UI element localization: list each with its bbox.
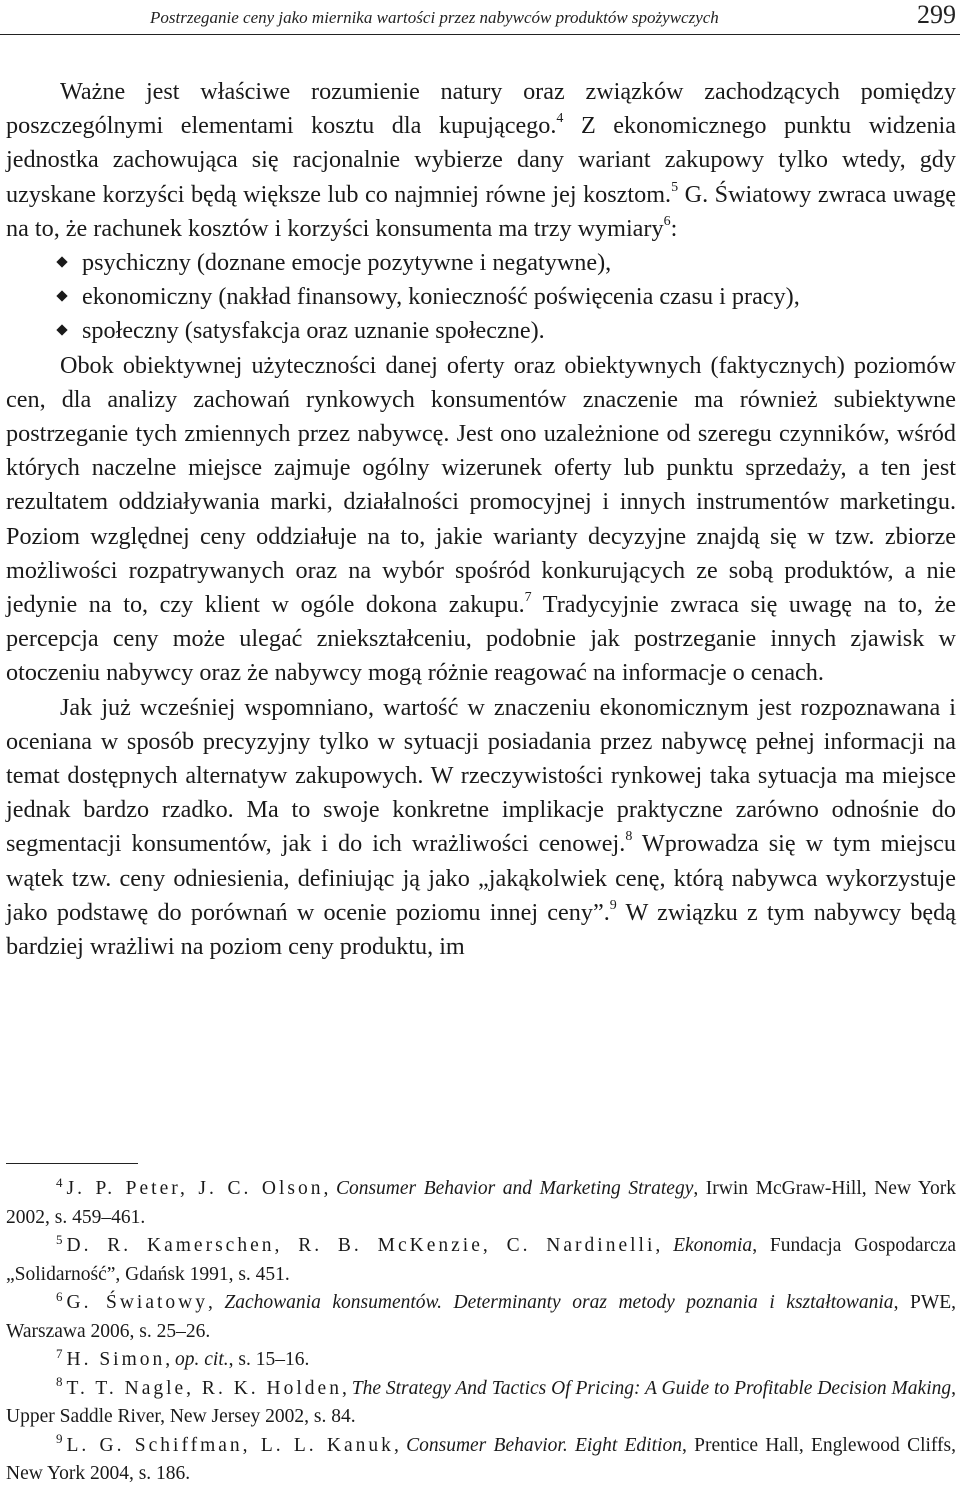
diamond-bullet-icon bbox=[56, 256, 67, 267]
bullet-list bbox=[6, 246, 956, 349]
diamond-bullet-icon bbox=[56, 325, 67, 336]
list-item: społeczny (satysfakcja oraz uznanie społeczne). bbox=[6, 314, 956, 348]
diamond-bullet-icon bbox=[56, 291, 67, 302]
footnote-8: $^8$ T. T. Nagle, R. K. Holden, The Strategy And Tactics Of Pricing: A Guide to Profitable Decision Making, Upper Saddle River, New Jersey 2002, s. 84. bbox=[6, 1374, 956, 1427]
running-head: Postrzeganie ceny jako miernika wartości przez nabywców produktów spożywczych bbox=[150, 8, 719, 27]
paragraph-2: Obok obiektywnej użyteczności danej oferty oraz obiektywnych (faktycznych) poziomów cen, dla analizy zachowań rynkowych konsumentów znaczenie ma również subiektywne postrzeganie tych zmiennych przez nabywcę. Jest ono uzależnione od szeregu czynników, wśród których naczelne miejsce zajmuje ogólny wizerunek oferty lub punktu sprzedaży, a ten jest rezultatem oddziaływania marki, działalności promocyjnej i innych instrumentów marketingu. Poziom względnej ceny oddziałuje na to, jakie warianty decyzyjne znajdą się w tzw. zbiorze możliwości rozpatrywanych oraz na wybór spośród konkurujących ze sobą produktów, a nie jedynie na to, czy klient w ogóle dokona zakupu.$^7$ Tradycyjnie zwraca się uwagę na to, że percepcja ceny może ulegać zniekształceniu, podobnie jak postrzeganie innych zjawisk w otoczeniu nabywcy oraz że nabywcy mogą różnie reagować na informacje o cenach. bbox=[6, 351, 956, 687]
page-header bbox=[0, 0, 960, 35]
footnote-ref-4[interactable]: 4 bbox=[556, 111, 564, 127]
footnote-ref-9[interactable]: 9 bbox=[609, 897, 617, 913]
footnote-9: $^9$ L. G. Schiffman, L. L. Kanuk, Consumer Behavior. Eight Edition, Prentice Hall, Englewood Cliffs, New York 2004, s. 186. bbox=[6, 1431, 957, 1484]
body-text bbox=[6, 75, 956, 964]
paragraph-3: Jak już wcześniej wspomniano, wartość w znaczeniu ekonomicznym jest rozpoznawana i oceniana w sposób precyzyjny tylko w sytuacji posiadania przez nabywcę pełnej informacji na temat dostępnych alternatyw zakupowych. W rzeczywistości rynkowej taka sytuacja ma miejsce jednak bardzo rzadko. Ma to swoje konkretne implikacje praktyczne zarówno odnośnie do segmentacji konsumentów, jak i do ich wrażliwości cenowej.$^8$ Wprowadza się w tym miejscu wątek tzw. ceny odniesienia, definiując ją jako „jakąkolwiek cenę, którą nabywca wykorzystuje jako podstawę do porównań w ocenie poziomu innej ceny”.$^9$ W związku z tym nabywcy będą bardziej wrażliwi na poziom ceny produktu, im bbox=[6, 693, 956, 961]
footnote-ref-7[interactable]: 7 bbox=[524, 589, 532, 605]
paragraph-1: Ważne jest właściwe rozumienie natury oraz związków zachodzących pomiędzy poszczególnymi elementami kosztu dla kupującego.$^4$ Z ekonomicznego punktu widzenia jednostka zachowująca się racjonalnie wybierze dany wariant zakupowy tylko wtedy, gdy uzyskane korzyści będą większe lub co najmniej równe jej kosztom.$^5$ G. Światowy zwraca uwagę na to, że rachunek kosztów i korzyści konsumenta ma trzy wymiary$^6$: bbox=[6, 78, 956, 242]
page-number: 299 bbox=[917, 0, 956, 29]
footnote-divider bbox=[6, 1163, 138, 1164]
footnote-5: $^5$ D. R. Kamerschen, R. B. McKenzie, C. Nardinelli, Ekonomia, Fundacja Gospodarcza „Solidarność”, Gdańsk 1991, s. 451. bbox=[6, 1231, 957, 1285]
list-item: ekonomiczny (nakład finansowy, konieczność poświęcenia czasu i pracy), bbox=[6, 280, 956, 314]
footnote-ref-6[interactable]: 6 bbox=[663, 213, 671, 229]
list-item: psychiczny (doznane emocje pozytywne i negatywne), bbox=[6, 246, 956, 280]
footnote-ref-5[interactable]: 5 bbox=[671, 179, 679, 195]
footnotes bbox=[6, 1175, 956, 1489]
footnote-4: $^4$ J. P. Peter, J. C. Olson, Consumer Behavior and Marketing Strategy, Irwin McGraw-Hill, New York 2002, s. 459–461. bbox=[6, 1174, 956, 1228]
footnote-7: $^7$ H. Simon, op. cit., s. 15–16. bbox=[56, 1345, 310, 1370]
footnote-ref-8[interactable]: 8 bbox=[625, 829, 633, 845]
footnote-6: $^6$ G. Światowy, Zachowania konsumentów. Determinanty oraz metody poznania i kształtowania, PWE, Warszawa 2006, s. 25–26. bbox=[6, 1288, 957, 1342]
